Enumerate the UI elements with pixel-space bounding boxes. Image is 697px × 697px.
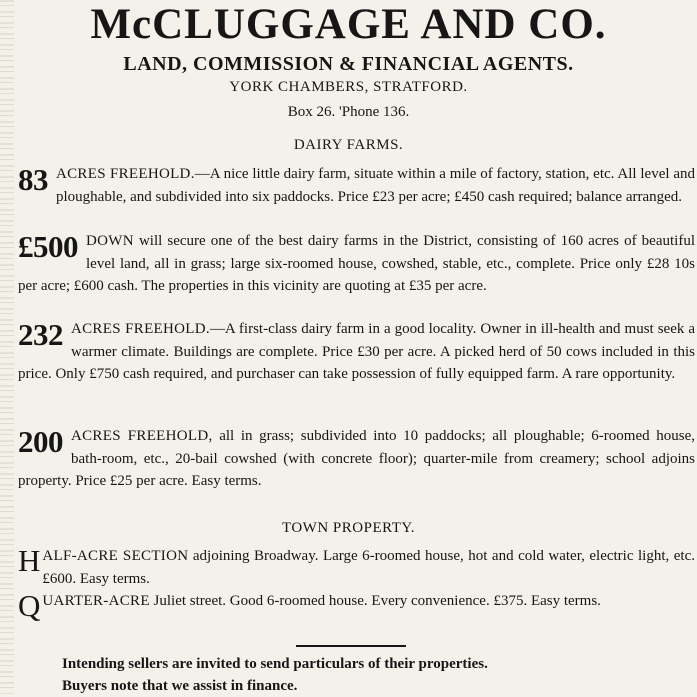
- listing-lead-words: DOWN: [86, 233, 134, 249]
- listing-lead-words: ACRES FREEHOLD.: [56, 166, 195, 182]
- listing-lead-number: 83: [18, 162, 48, 197]
- listing-paragraph: [18, 588, 695, 623]
- dairy-farms-heading: DAIRY FARMS.: [293, 137, 404, 153]
- listing-paragraph: [18, 318, 695, 386]
- listing-lead-number: £500: [18, 229, 78, 264]
- listing-body: —A first-class dairy farm in a good locality. Owner in ill-health and must seek a warmer climate. Buildings are complete. Price £30 per acre. A picked herd of 50 cows included in this price. Only £750 cash required, and purchaser can take possession of fully equipped farm. A rare opportunity.: [18, 321, 695, 382]
- listing-lead-words: ACRES FREEHOLD,: [71, 428, 213, 444]
- listing-lead-words: UARTER-ACRE: [42, 593, 150, 609]
- listing-initial-letter: Q: [18, 588, 41, 623]
- listing-lead-words: ACRES FREEHOLD.: [71, 321, 210, 337]
- listing-body: Juliet street. Good 6-roomed house. Every convenience. £375. Easy terms.: [149, 593, 601, 609]
- listing-lead-number: 200: [18, 424, 63, 459]
- listing-paragraph: [18, 425, 695, 493]
- listing-paragraph: [18, 163, 695, 208]
- listing-83-acres: [18, 163, 695, 208]
- listing-lead-words: ALF-ACRE SECTION: [42, 548, 189, 564]
- listing-500-down: [18, 230, 695, 298]
- listing-quarter-acre: [18, 590, 695, 622]
- firm-subtitle: LAND, COMMISSION & FINANCIAL AGENTS.: [123, 53, 574, 75]
- listing-body: —A nice little dairy farm, situate within a mile of factory, station, etc. All level and ploughable, and subdivided into six paddocks. Price £23 per acre; £450 cash required; balance arranged.: [56, 166, 695, 205]
- listing-body: adjoining Broadway. Large 6-roomed house, hot and cold water, electric light, etc. £600. Easy terms.: [42, 548, 695, 587]
- footer-buyers-note: Buyers note that we assist in finance.: [62, 678, 298, 694]
- footer-divider: [296, 645, 406, 647]
- firm-address: YORK CHAMBERS, STRATFORD.: [229, 79, 468, 95]
- firm-name: McCLUGGAGE AND CO.: [90, 1, 607, 48]
- listing-initial-letter: H: [18, 543, 41, 578]
- town-property-heading: TOWN PROPERTY.: [281, 520, 416, 536]
- listing-232-acres: [18, 318, 695, 386]
- listing-body: will secure one of the best dairy farms in the District, consisting of 160 acres of beautiful level land, all in grass; large six-roomed house, cowshed, stable, etc., complete. Price only £28 10s per acre; £600 cash. The properties in this vicinity are quoting at £35 per acre.: [18, 233, 695, 294]
- listing-half-acre-section: [18, 545, 695, 590]
- listing-body: all in grass; subdivided into 10 paddocks; all ploughable; 6-roomed house, bath-room, etc., 20-bail cowshed (with concrete floor); quarter-mile from creamery; school adjoins property. Price £25 per acre. Easy terms.: [18, 428, 695, 489]
- box-and-phone: Box 26. 'Phone 136.: [287, 104, 410, 120]
- footer-sellers-note: Intending sellers are invited to send particulars of their properties.: [62, 656, 488, 672]
- listing-200-acres: [18, 425, 695, 493]
- listing-lead-number: 232: [18, 317, 63, 352]
- listing-paragraph: [18, 545, 695, 590]
- listing-paragraph: [18, 230, 695, 298]
